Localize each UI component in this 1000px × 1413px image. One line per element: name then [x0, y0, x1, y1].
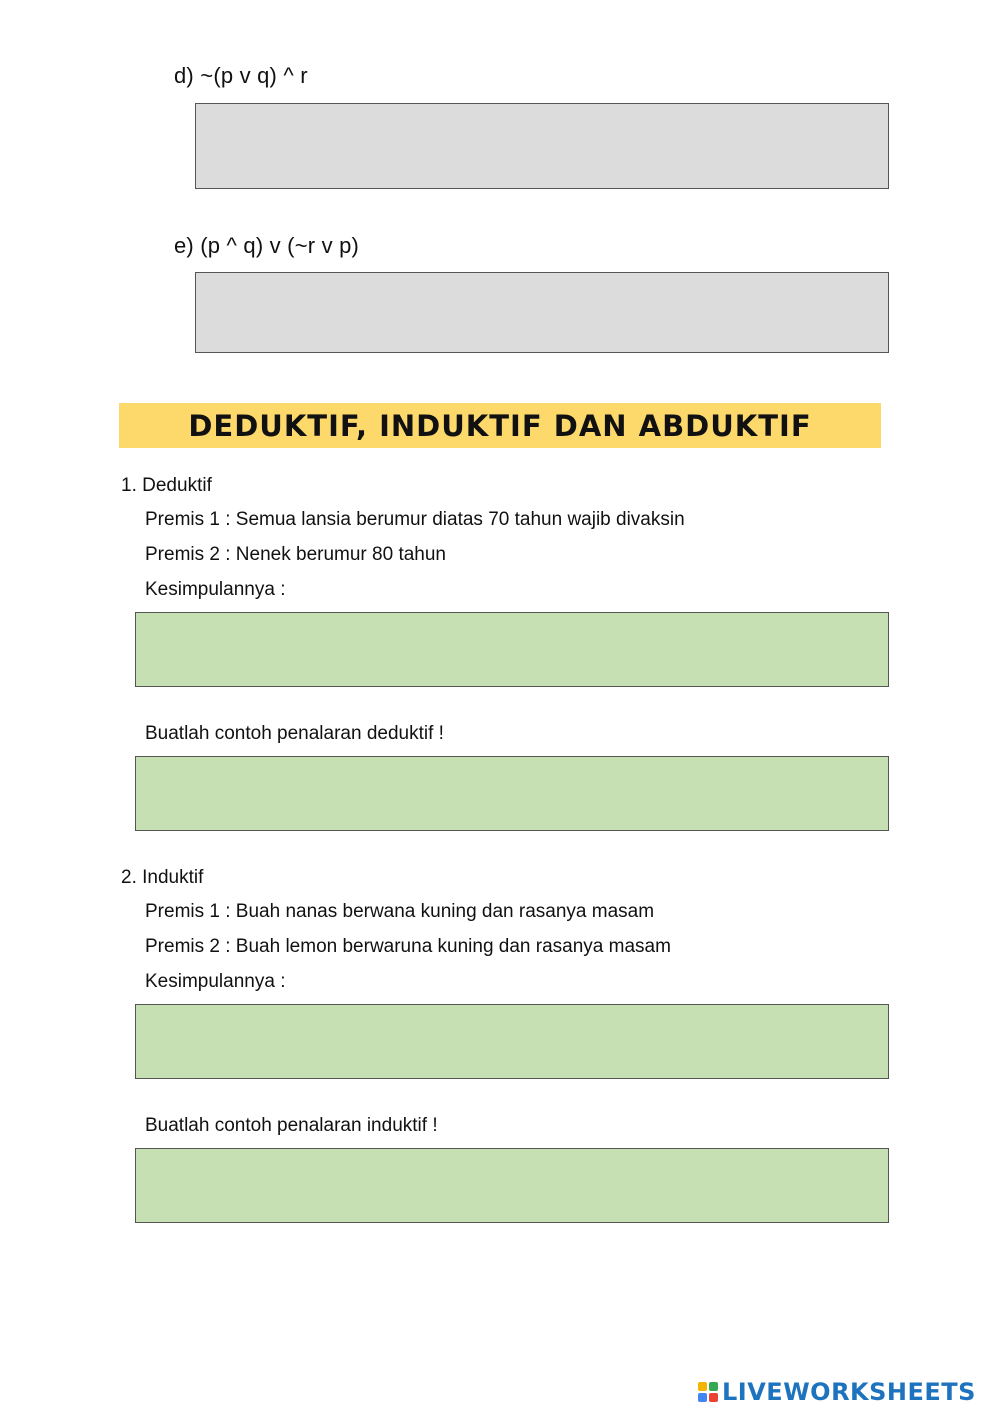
- deduktif-heading: [121, 476, 212, 495]
- deduktif-number: 1.: [121, 475, 137, 496]
- induktif-title: Induktif: [142, 867, 204, 888]
- induktif-conclusion-label: Kesimpulannya :: [145, 971, 286, 992]
- question-d-letter: d): [174, 63, 194, 88]
- question-e-letter: e): [174, 233, 194, 258]
- deduktif-premis-1: Premis 1 : Semua lansia berumur diatas 70 tahun wajib divaksin: [145, 509, 685, 530]
- question-e-label: [174, 233, 359, 259]
- question-e-expression: (p ^ q) v (~r v p): [200, 233, 360, 258]
- induktif-premis-1: Premis 1 : Buah nanas berwana kuning dan rasanya masam: [145, 901, 655, 922]
- deduktif-title: Deduktif: [142, 475, 212, 496]
- answer-box-e[interactable]: [195, 272, 889, 353]
- induktif-conclusion-box[interactable]: [135, 1004, 889, 1079]
- deduktif-example-box[interactable]: [135, 756, 889, 831]
- brand-name: LIVEWORKSHEETS: [722, 1378, 976, 1406]
- induktif-example-box[interactable]: [135, 1148, 889, 1223]
- section-banner: [119, 403, 881, 448]
- deduktif-conclusion-box[interactable]: [135, 612, 889, 687]
- induktif-heading: [121, 868, 203, 887]
- induktif-premis-2: Premis 2 : Buah lemon berwaruna kuning dan rasanya masam: [145, 936, 671, 957]
- question-d-label: [174, 63, 308, 89]
- question-d-expression: ~(p v q) ^ r: [200, 63, 308, 88]
- induktif-example-prompt: Buatlah contoh penalaran induktif !: [145, 1115, 438, 1136]
- deduktif-example-prompt: Buatlah contoh penalaran deduktif !: [145, 723, 444, 744]
- liveworksheets-logo: [698, 1378, 976, 1406]
- liveworksheets-mark-icon: [698, 1382, 718, 1402]
- section-title: DEDUKTIF, INDUKTIF DAN ABDUKTIF: [188, 408, 812, 443]
- answer-box-d[interactable]: [195, 103, 889, 189]
- induktif-number: 2.: [121, 867, 137, 888]
- deduktif-premis-2: Premis 2 : Nenek berumur 80 tahun: [145, 544, 446, 565]
- deduktif-conclusion-label: Kesimpulannya :: [145, 579, 286, 600]
